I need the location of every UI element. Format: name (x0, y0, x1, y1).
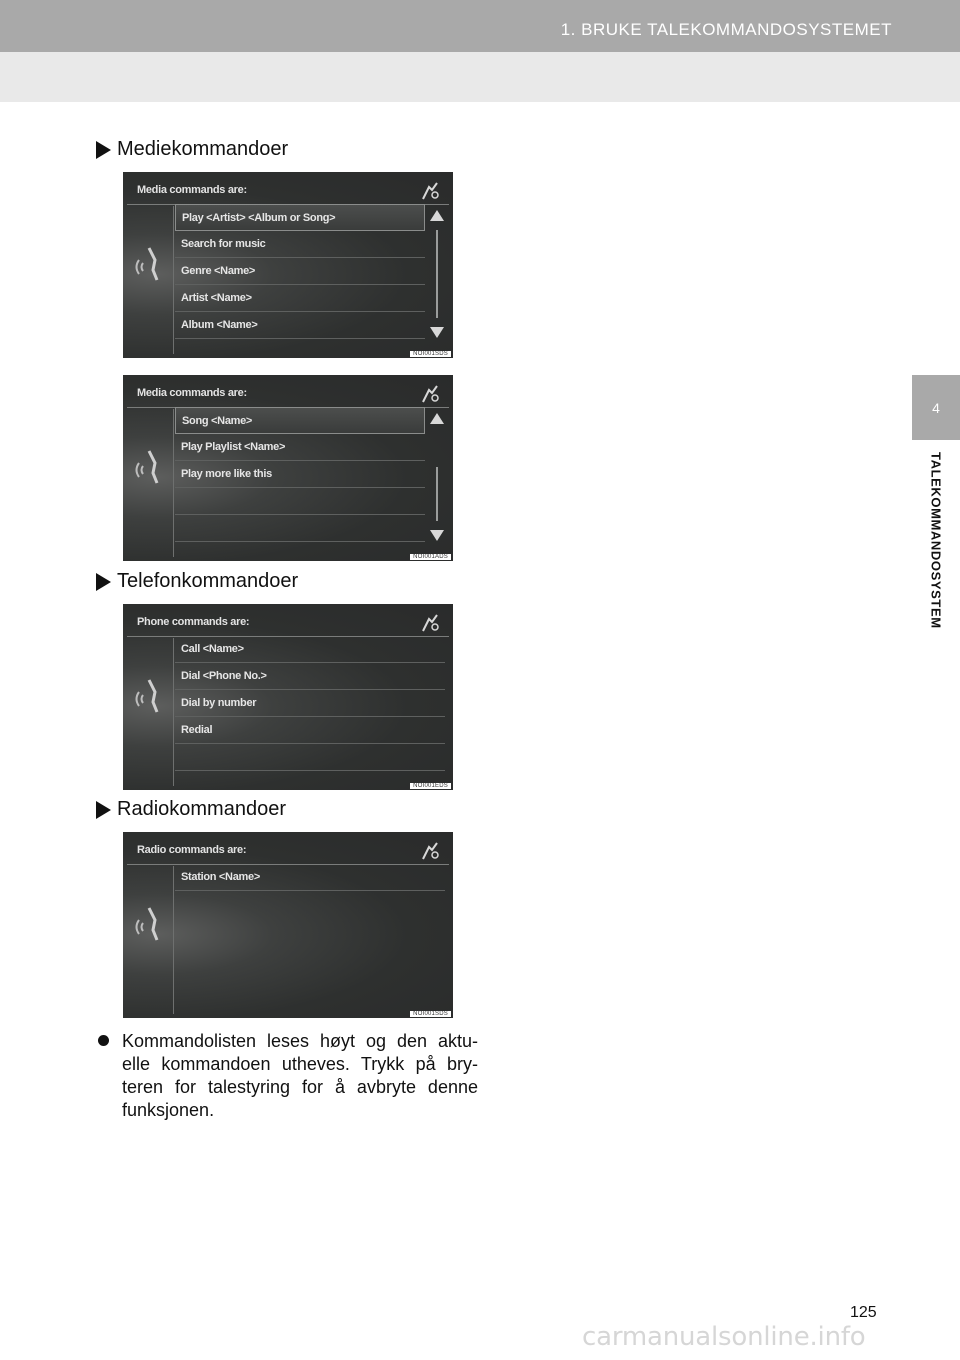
screen-title-bar (127, 176, 449, 205)
command-list (175, 864, 445, 918)
section-heading-radio-text: Radiokommandoer (117, 798, 286, 820)
speaking-person-icon (129, 672, 169, 722)
section-heading-phone-text: Telefonkommandoer (117, 570, 299, 592)
header-band (0, 52, 960, 102)
bullet-paragraph: Kommandolisten leses høyt og den aktu- elle kommandoen utheves. Trykk på bry- teren for talestyring for å avbryte denne funksjonen. (122, 1031, 478, 1120)
chapter-side-label (912, 452, 960, 692)
command-item[interactable]: Song <Name> (175, 407, 425, 434)
voice-command-icon[interactable] (419, 613, 441, 633)
chapter-number-tab: 4 (912, 375, 960, 440)
speaking-person-icon (129, 443, 169, 493)
speaking-person-icon (129, 240, 169, 290)
command-item[interactable]: Play <Artist> <Album or Song> (175, 204, 425, 231)
screen-divider (173, 409, 174, 557)
voice-command-icon[interactable] (419, 841, 441, 861)
command-list (175, 204, 425, 339)
screen-title-bar (127, 836, 449, 865)
voice-command-icon[interactable] (419, 384, 441, 404)
figure-code: NOI001EDS (410, 783, 451, 789)
scrollbar[interactable] (427, 407, 447, 547)
figure-code: NOI001ADS (410, 554, 451, 560)
scroll-track[interactable] (436, 467, 438, 521)
screen-title: Media commands are: (137, 387, 247, 399)
command-item (175, 891, 445, 918)
command-item (175, 744, 445, 771)
scroll-track[interactable] (436, 230, 438, 318)
watermark: carmanualsonline.info (582, 1322, 866, 1352)
header-bar (0, 0, 960, 52)
voice-command-icon[interactable] (419, 181, 441, 201)
screen-title-bar (127, 608, 449, 637)
page-number: 125 (850, 1304, 877, 1321)
command-item[interactable]: Dial by number (175, 690, 445, 717)
command-item[interactable]: Redial (175, 717, 445, 744)
section-heading-phone (96, 570, 298, 593)
scroll-up-icon[interactable] (430, 210, 444, 221)
command-item[interactable]: Genre <Name> (175, 258, 425, 285)
section-heading-media (96, 138, 288, 161)
scroll-up-icon[interactable] (430, 413, 444, 424)
command-list (175, 407, 425, 542)
command-item[interactable]: Play more like this (175, 461, 425, 488)
screen-media-commands-1 (123, 172, 453, 358)
screen-title-bar (127, 379, 449, 408)
command-item[interactable]: Artist <Name> (175, 285, 425, 312)
screen-radio-commands (123, 832, 453, 1018)
section-heading-media-text: Mediekommandoer (117, 138, 289, 160)
command-item[interactable]: Play Playlist <Name> (175, 434, 425, 461)
command-item[interactable]: Search for music (175, 231, 425, 258)
command-list (175, 636, 445, 771)
speaking-person-icon (129, 900, 169, 950)
screen-divider (173, 638, 174, 786)
screen-title: Radio commands are: (137, 844, 247, 856)
scroll-down-icon[interactable] (430, 530, 444, 541)
screen-title: Media commands are: (137, 184, 247, 196)
command-item (175, 515, 425, 542)
screen-media-commands-2 (123, 375, 453, 561)
figure-code: NOI001SDS (410, 1011, 451, 1017)
arrow-right-icon (96, 801, 111, 819)
screen-phone-commands (123, 604, 453, 790)
chapter-title: 1. BRUKE TALEKOMMANDOSYSTEMET (560, 20, 892, 39)
command-item[interactable]: Call <Name> (175, 636, 445, 663)
chapter-side-label-text: TALEKOMMANDOSYSTEM (928, 452, 944, 629)
screen-divider (173, 866, 174, 1014)
command-item[interactable]: Station <Name> (175, 864, 445, 891)
section-heading-radio (96, 798, 286, 821)
screen-divider (173, 206, 174, 354)
screen-title: Phone commands are: (137, 616, 250, 628)
arrow-right-icon (96, 573, 111, 591)
figure-code: NOI001SDS (410, 351, 451, 357)
arrow-right-icon (96, 141, 111, 159)
command-item[interactable]: Dial <Phone No.> (175, 663, 445, 690)
command-item (175, 488, 425, 515)
scrollbar[interactable] (427, 204, 447, 344)
command-item[interactable]: Album <Name> (175, 312, 425, 339)
scroll-down-icon[interactable] (430, 327, 444, 338)
